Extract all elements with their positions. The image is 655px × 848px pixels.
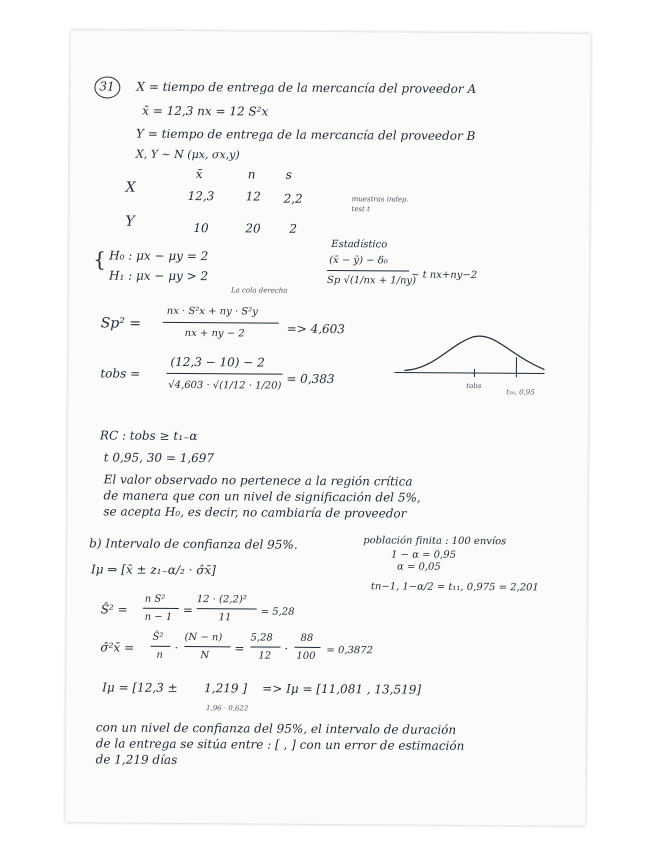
- pooled-variance-lhs: Sp² =: [100, 315, 142, 332]
- part-b-title: b) Intervalo de confianza del 95%.: [89, 536, 298, 552]
- tobs-result: = 0,383: [286, 371, 335, 387]
- var-fraction-3: [250, 631, 280, 665]
- alt-hypothesis: H₁ : μx − μy > 2: [109, 268, 209, 284]
- tobs-lhs: tobs =: [100, 366, 141, 381]
- s2-fraction-2: [197, 593, 257, 627]
- final-line-1: con un nivel de confianza del 95%, el intervalo de duración: [95, 720, 457, 737]
- var-bar-3: [250, 646, 280, 647]
- conclusion-line-2: de manera que con un nivel de significación del 5%,: [103, 488, 421, 505]
- s2-fraction-1: [143, 593, 179, 627]
- error-computation-note: 1,96 · 0,622: [206, 704, 249, 713]
- table-cell-y-n: 20: [245, 221, 261, 236]
- tobs-fraction: [166, 355, 282, 400]
- var-den-1: n: [156, 649, 163, 661]
- s2-den-2: 11: [218, 612, 232, 624]
- table-row-label-y: Y: [125, 213, 135, 230]
- final-line-3: de 1,219 días: [95, 752, 178, 767]
- var-fraction-4: [294, 632, 320, 666]
- var-num-3: 5,28: [250, 632, 273, 644]
- pooled-variance-fraction: [163, 305, 279, 346]
- var-den-3: 12: [258, 650, 272, 662]
- table-header-mean: x̄: [195, 167, 203, 182]
- s2-lhs: Ŝ² =: [100, 602, 128, 617]
- finite-population: población finita : 100 envíos: [363, 535, 507, 548]
- rejection-region: RC : tobs ≥ t₁₋α: [99, 428, 198, 444]
- var-dot: ·: [174, 640, 179, 655]
- table-cell-x-n: 12: [245, 189, 261, 204]
- interval-formula: Iμ ⇒ [x̄ ± z₁₋α/₂ · σ̂x̄]: [90, 562, 216, 578]
- statistic-label: Estadístico: [331, 239, 388, 251]
- sample-x-summary: x̄ = 12,3 nx = 12 S²x: [142, 103, 269, 119]
- s2-num-1: n S²: [144, 593, 166, 605]
- s2-bar-1: [143, 608, 179, 609]
- var-num-2: (N − n): [184, 632, 223, 644]
- pooled-numerator: nx · S²x + ny · S²y: [166, 305, 258, 318]
- var-dot-2: ·: [284, 641, 289, 656]
- var-fraction-1: [150, 631, 170, 665]
- conclusion-line-3: se acepta H₀, es decir, no cambiaría de proveedor: [103, 504, 407, 521]
- tobs-numerator: (12,3 − 10) − 2: [170, 354, 265, 370]
- distribution-assumption: X, Y ~ N (μx, σx,y): [135, 147, 240, 162]
- var-bar-1: [150, 646, 170, 647]
- note-independent-samples: muestras indep.: [351, 195, 409, 204]
- statistic-fraction-bar: [327, 270, 409, 272]
- pooled-denominator: nx + ny − 2: [184, 327, 245, 340]
- var-fraction-2: [184, 631, 230, 665]
- result-interval-error: 1,219 ]: [204, 681, 248, 696]
- table-row-label-x: X: [125, 179, 136, 196]
- var-bar-4: [294, 647, 320, 648]
- result-interval-lhs: Iμ = [12,3 ±: [102, 680, 178, 695]
- critical-value: t 0,95, 30 = 1,697: [103, 450, 215, 466]
- note-t-test: test t: [351, 205, 370, 214]
- t-critical-value: tn−1, 1−α/2 = t₁₁, 0,975 = 2,201: [370, 581, 539, 594]
- s2-num-2: 12 · (2,2)²: [196, 594, 247, 606]
- alpha-value: α = 0,05: [396, 561, 441, 573]
- statistic-denominator: Sp √(1/nx + 1/ny): [326, 274, 417, 287]
- result-interval: => Iμ = [11,081 , 13,519]: [262, 681, 422, 697]
- table-header-n: n: [247, 167, 256, 182]
- s2-den-1: n − 1: [144, 611, 173, 623]
- table-cell-x-mean: 12,3: [187, 189, 215, 204]
- s2-bar-2: [197, 608, 257, 609]
- table-cell-x-s: 2,2: [283, 191, 303, 206]
- s2-equals: =: [182, 602, 193, 618]
- sketch-label-crit: t₃₀, 0,95: [506, 388, 535, 397]
- conclusion-line-1: El valor observado no pertenece a la región crítica: [103, 472, 413, 489]
- pooled-fraction-bar: [163, 322, 279, 324]
- brace: {: [93, 247, 106, 272]
- statistic-fraction: [326, 254, 417, 295]
- null-hypothesis: H₀ : μx − μy = 2: [109, 248, 209, 264]
- statistic-numerator: (x̄ − ȳ) − δ₀: [329, 255, 388, 267]
- notebook-page: [65, 30, 591, 826]
- tobs-fraction-bar: [166, 373, 282, 375]
- definition-y: Y = tiempo de entrega de la mercancía del proveedor B: [136, 126, 476, 144]
- statistic-distribution: ~ t nx+ny−2: [411, 269, 478, 282]
- table-cell-y-mean: 10: [193, 221, 209, 236]
- final-line-2: de la entrega se sitúa entre : [ , ] con un error de estimación: [95, 736, 465, 753]
- tobs-denominator: √4,603 · √(1/12 · 1/20): [168, 379, 282, 392]
- var-result: = 0,3872: [326, 644, 374, 657]
- table-header-s: s: [285, 167, 292, 182]
- s2-result: = 5,28: [260, 606, 295, 618]
- var-num-1: Ŝ²: [152, 631, 164, 643]
- sketch-curve: [404, 336, 544, 372]
- sketch-label-tobs: tobs: [466, 381, 482, 391]
- problem-number: 31: [99, 79, 115, 94]
- var-den-4: 100: [296, 650, 316, 662]
- var-num-4: 88: [300, 632, 314, 644]
- var-bar-2: [184, 646, 230, 647]
- definition-x: X = tiempo de entrega de la mercancía del proveedor A: [136, 79, 477, 97]
- var-lhs: σ̂²x̄ =: [100, 640, 135, 655]
- var-den-2: N: [200, 650, 210, 662]
- confidence-level: 1 − α = 0,95: [391, 549, 457, 561]
- pooled-result: => 4,603: [286, 321, 346, 337]
- var-equals: =: [234, 641, 245, 656]
- table-cell-y-s: 2: [289, 221, 298, 236]
- sketch-axis: [394, 372, 544, 373]
- right-tail-note: La cola derecha: [230, 286, 288, 295]
